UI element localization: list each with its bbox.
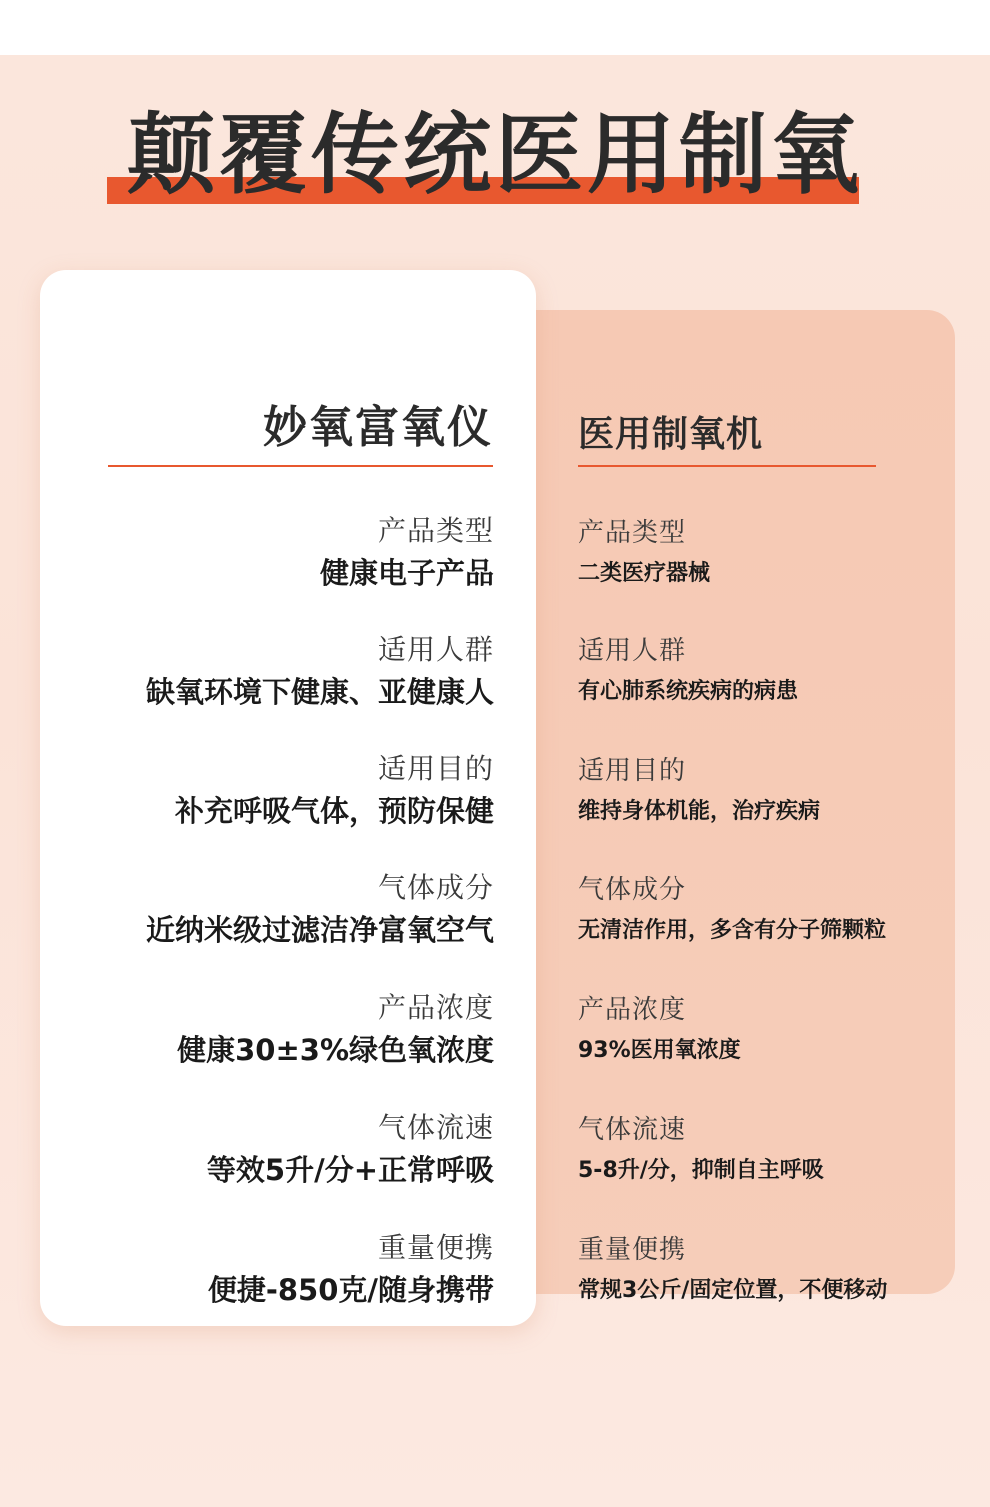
left-row-portability	[90, 1230, 494, 1308]
row-label: 产品浓度	[578, 995, 687, 1025]
right-column-title: 医用制氧机	[578, 414, 764, 455]
right-row-target-users	[578, 633, 958, 709]
row-value: 无清洁作用，多含有分子筛颗粒	[578, 914, 886, 948]
row-value: 常规3公斤/固定位置，不便移动	[578, 1274, 887, 1308]
row-value: 二类医疗器械	[578, 557, 710, 591]
row-label: 重量便携	[578, 1235, 687, 1265]
right-row-gas-composition	[578, 872, 958, 948]
row-label: 气体流速	[377, 1111, 494, 1144]
row-label: 适用目的	[377, 752, 494, 785]
right-row-flow-rate	[578, 1112, 958, 1188]
row-label: 气体成分	[578, 875, 687, 905]
right-row-purpose	[578, 753, 958, 829]
right-column-divider	[578, 465, 876, 467]
right-row-portability	[578, 1232, 958, 1308]
row-label: 气体成分	[377, 871, 494, 904]
left-row-product-type	[90, 513, 494, 591]
row-label: 重量便携	[377, 1231, 494, 1264]
row-value: 等效5升/分+正常呼吸	[206, 1153, 494, 1187]
row-label: 适用人群	[377, 633, 494, 666]
left-row-purpose	[90, 751, 494, 829]
row-label: 产品类型	[578, 518, 687, 548]
left-row-target-users	[90, 632, 494, 710]
left-row-concentration	[90, 990, 494, 1068]
row-label: 气体流速	[578, 1115, 687, 1145]
row-value: 近纳米级过滤洁净富氧空气	[145, 913, 494, 947]
right-row-concentration	[578, 992, 958, 1068]
row-value: 健康30±3%绿色氧浓度	[177, 1033, 494, 1067]
left-column-divider	[108, 465, 493, 467]
row-value: 93%医用氧浓度	[578, 1034, 741, 1068]
row-label: 适用目的	[578, 756, 687, 786]
row-value: 5-8升/分，抑制自主呼吸	[578, 1154, 824, 1188]
row-value: 缺氧环境下健康、亚健康人	[145, 675, 494, 709]
left-column-title: 妙氧富氧仪	[263, 402, 493, 453]
row-value: 补充呼吸气体，预防保健	[174, 794, 494, 828]
row-label: 产品浓度	[377, 991, 494, 1024]
left-row-flow-rate	[90, 1110, 494, 1188]
right-row-product-type	[578, 515, 958, 591]
row-label: 产品类型	[377, 514, 494, 547]
left-row-gas-composition	[90, 870, 494, 948]
page-headline: 颠覆传统医用制氧	[126, 103, 863, 206]
row-label: 适用人群	[578, 636, 687, 666]
row-value: 便捷-850克/随身携带	[207, 1273, 494, 1307]
row-value: 有心肺系统疾病的病患	[578, 675, 798, 709]
row-value: 维持身体机能，治疗疾病	[578, 795, 820, 829]
row-value: 健康电子产品	[319, 556, 494, 590]
